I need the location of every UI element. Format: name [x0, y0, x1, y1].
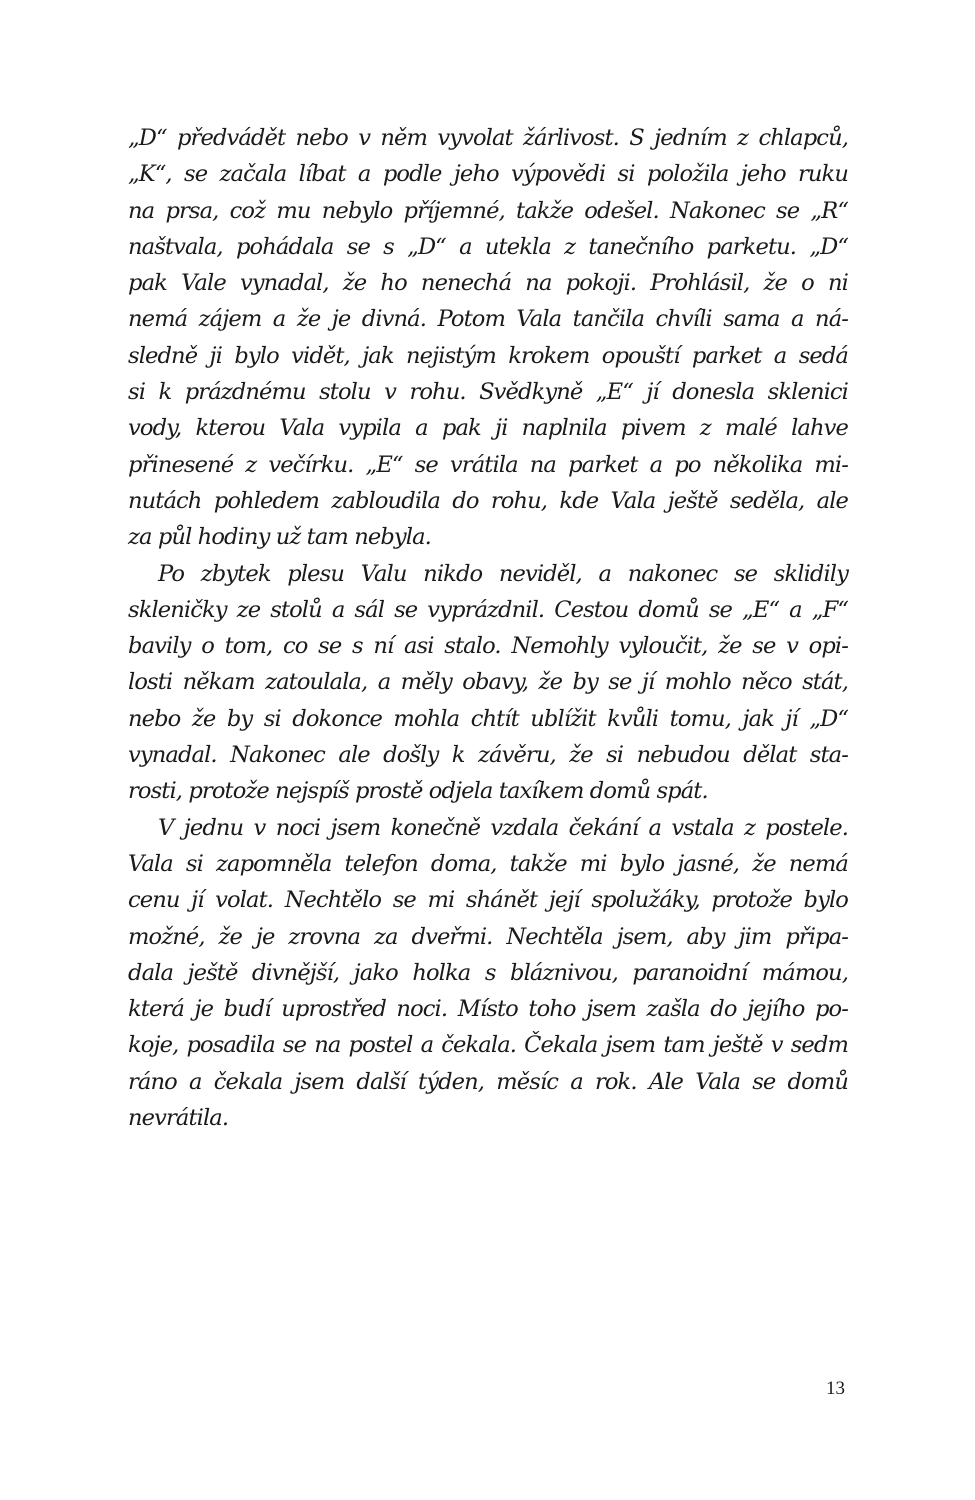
text-line: Vala si zapomněla telefon doma, takže mi bylo jasné, že nemá: [128, 850, 848, 877]
text-line: nutách pohledem zabloudila do rohu, kde Vala ještě seděla, ale: [128, 487, 848, 514]
text-line: rosti, protože nejspíš prostě odjela taxíkem domů spát.: [128, 778, 708, 805]
text-line: naštvala, pohádala se s „D“ a utekla z tanečního parketu. „D“: [128, 233, 848, 260]
text-line: nemá zájem a že je divná. Potom Vala tančila chvíli sama a ná-: [128, 306, 848, 333]
text-line: nevrátila.: [128, 1105, 229, 1132]
text-line: si k prázdnému stolu v rohu. Svědkyně „E“ jí donesla sklenici: [128, 379, 848, 406]
text-line: cenu jí volat. Nechtělo se mi shánět její spolužáky, protože bylo: [128, 887, 848, 914]
text-line: pak Vale vynadal, že ho nenechá na pokoji. Prohlásil, že o ni: [128, 270, 848, 297]
text-line: která je budí uprostřed noci. Místo toho jsem zašla do jejího po-: [128, 996, 848, 1023]
text-line: vody, kterou Vala vypila a pak ji naplnila pivem z malé lahve: [128, 415, 848, 442]
body-text: [128, 120, 850, 1136]
text-line: dala ještě divnější, jako holka s bláznivou, paranoidní mámou,: [128, 959, 848, 986]
text-line: vynadal. Nakonec ale došly k závěru, že si nebudou dělat sta-: [128, 742, 848, 769]
text-line: bavily o tom, co se s ní asi stalo. Nemohly vyloučit, že se v opi-: [128, 633, 848, 660]
text-line: losti někam zatoulala, a měly obavy, že by se jí mohlo něco stát,: [128, 669, 848, 696]
text-line: na prsa, což mu nebylo příjemné, takže odešel. Nakonec se „R“: [128, 197, 848, 224]
text-line: skleničky ze stolů a sál se vyprázdnil. Cestou domů se „E“ a „F“: [128, 596, 848, 623]
text-line: nebo že by si dokonce mohla chtít ublížit kvůli tomu, jak jí „D“: [128, 705, 848, 732]
text-line: přinesené z večírku. „E“ se vrátila na parket a po několika mi-: [128, 451, 848, 478]
text-line: Po zbytek plesu Valu nikdo neviděl, a nakonec se sklidily: [158, 560, 848, 587]
paragraph-2: [128, 556, 850, 810]
text-line: „K“, se začala líbat a podle jeho výpovědi si položila jeho ruku: [128, 161, 848, 188]
page-number: 13: [826, 1378, 845, 1399]
text-line: ráno a čekala jsem další týden, měsíc a rok. Ale Vala se domů: [128, 1068, 848, 1095]
text-line: možné, že je zrovna za dveřmi. Nechtěla jsem, aby jim připa-: [128, 923, 848, 950]
paragraph-3: [128, 810, 850, 1137]
text-line: za půl hodiny už tam nebyla.: [128, 524, 431, 551]
paragraph-1: [128, 120, 850, 556]
text-line: „D“ předvádět nebo v něm vyvolat žárlivost. S jedním z chlapců,: [128, 125, 848, 151]
text-line: V jednu v noci jsem konečně vzdala čekání a vstala z postele.: [158, 814, 848, 841]
text-line: koje, posadila se na postel a čekala. Čekala jsem tam ještě v sedm: [128, 1032, 848, 1059]
text-line: sledně ji bylo vidět, jak nejistým krokem opouští parket a sedá: [128, 342, 848, 369]
